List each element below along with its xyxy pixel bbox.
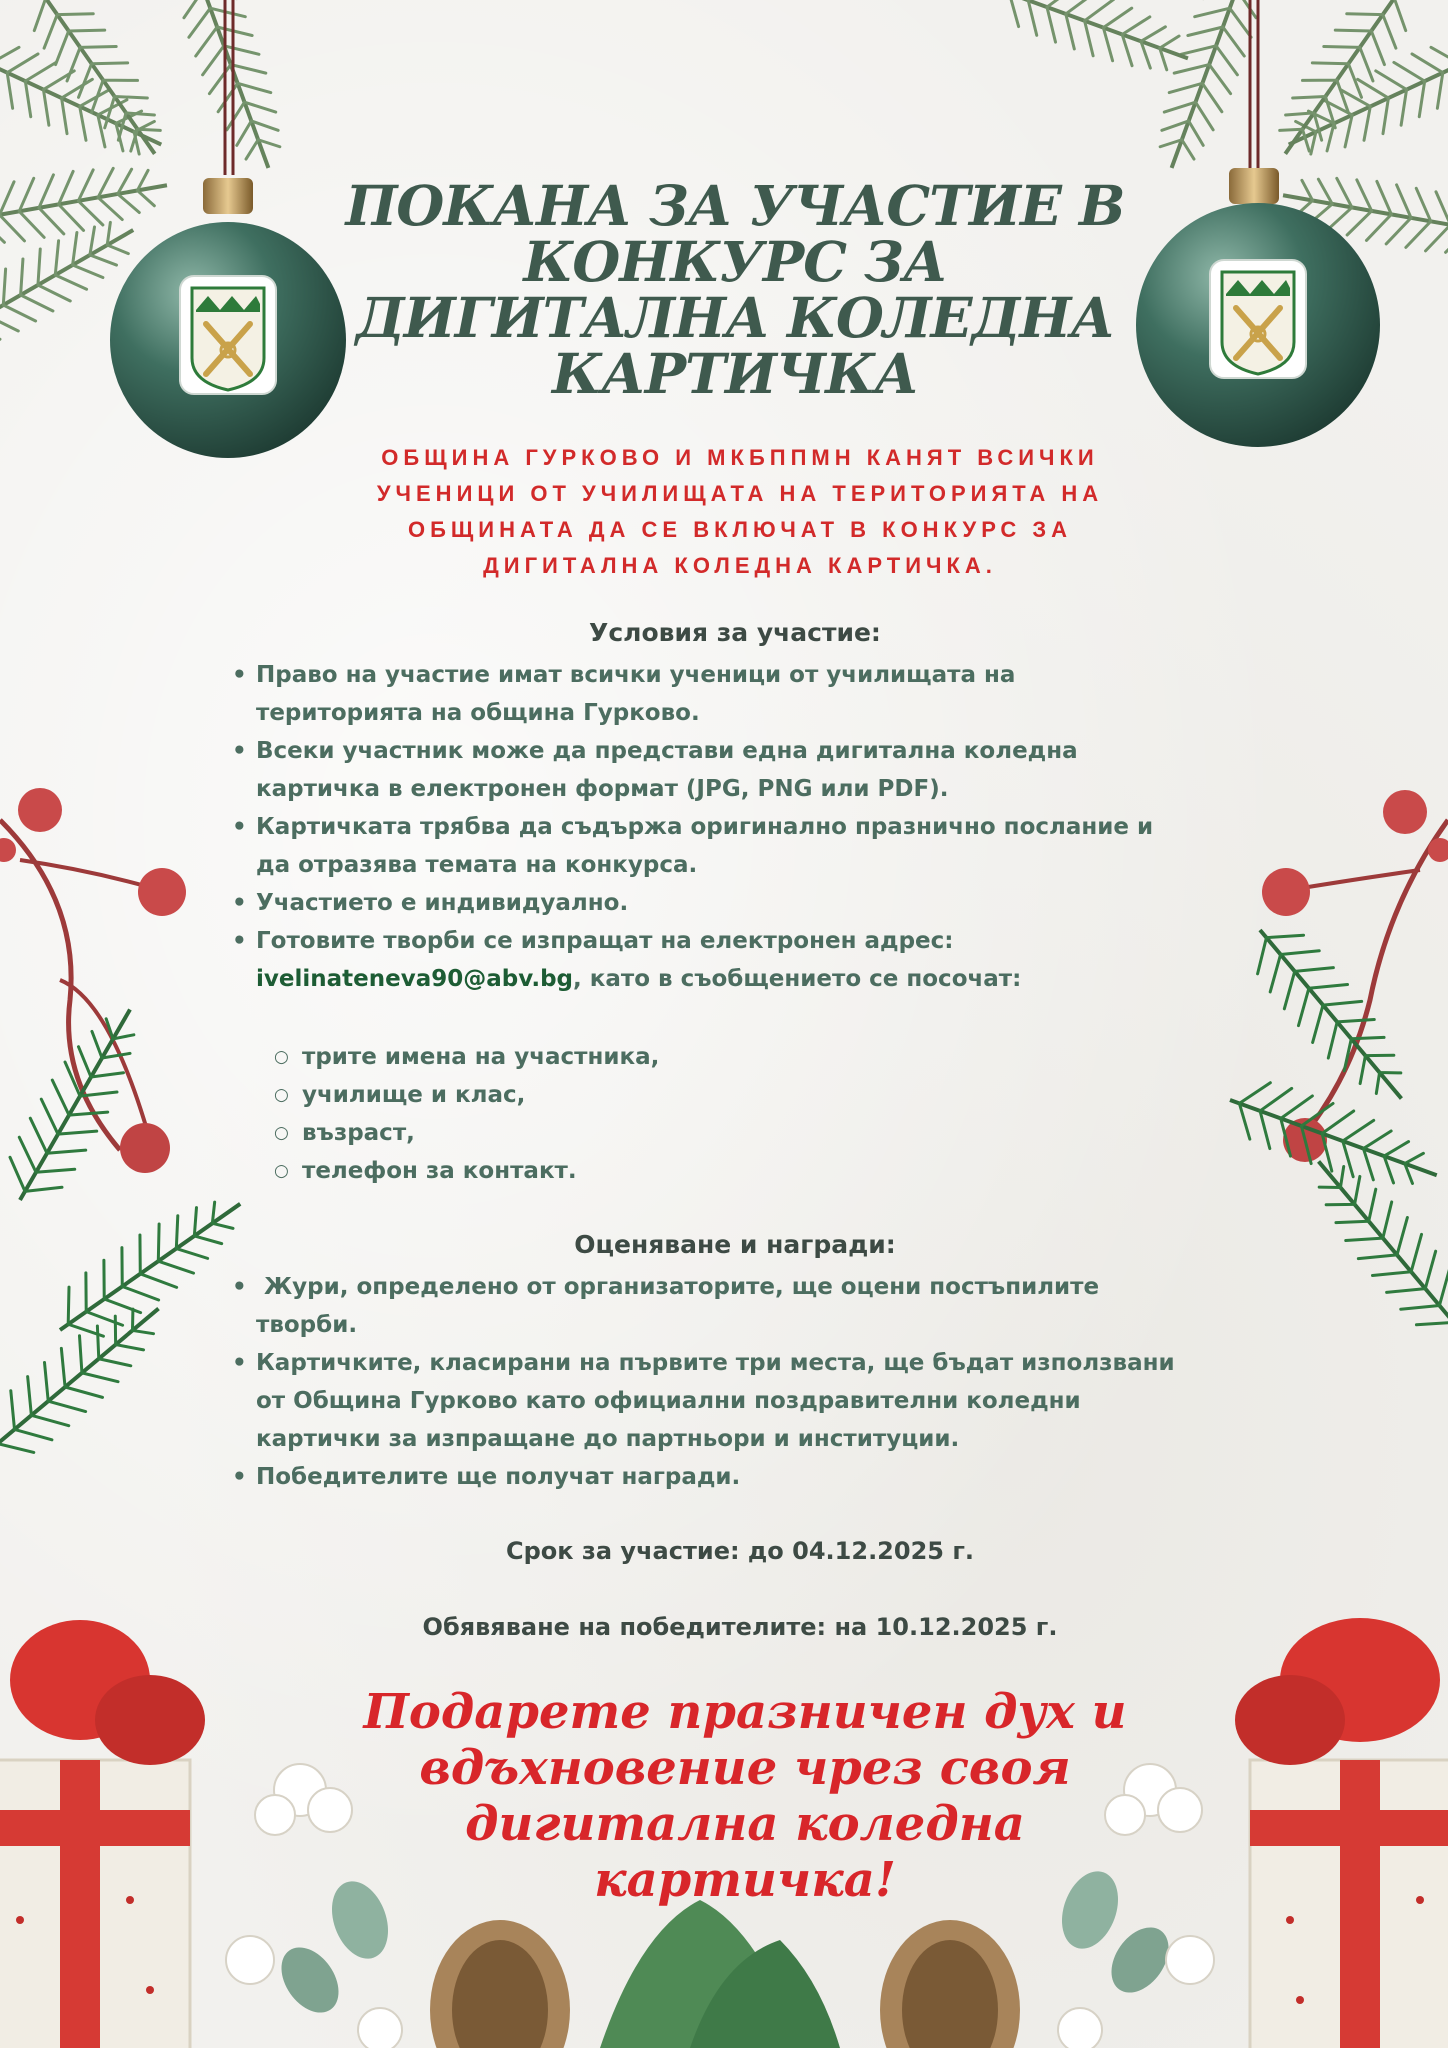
- list-item: • Картичките, класирани на първите три места, ще бъдат използвани от Община Гурково като официални поздравителни коледни картички за изпращане до партньори и институции.: [228, 1344, 1328, 1458]
- list-item: • Картичката трябва да съдържа оригинално празнично послание и да отразява темата на конкурса.: [228, 808, 1308, 884]
- evaluation-heading: Оценяване и награди:: [574, 1230, 896, 1259]
- intro-text: [300, 440, 1180, 584]
- closing-line: вдъхновение чрез своя: [419, 1740, 1071, 1796]
- left-gift: [0, 1620, 205, 2048]
- intro-line: ДИГИТАЛНА КОЛЕДНА КАРТИЧКА.: [483, 553, 997, 578]
- submission-item: • Готовите творби се изпращат на електронен адрес: ivelinateneva90@abv.bg, като в съобщението се посочат:: [228, 922, 1308, 998]
- closing-line: дигитална коледна картичка!: [465, 1796, 1025, 1908]
- title-line: КОНКУРС ЗА: [523, 229, 947, 294]
- list-item: • Всеки участник може да представи една дигитална коледна картичка в електронен формат (JPG, PNG или PDF).: [228, 732, 1308, 808]
- deadline-text: Срок за участие: до 04.12.2025 г.: [506, 1537, 974, 1565]
- list-item: • Жури, определено от организаторите, ще оцени постъпилите творби.: [228, 1268, 1328, 1344]
- title-line: ДИГИТАЛНА КОЛЕДНА: [355, 285, 1115, 350]
- intro-line: УЧЕНИЦИ ОТ УЧИЛИЩАТА НА ТЕРИТОРИЯТА НА: [376, 481, 1104, 506]
- conditions-heading: Условия за участие:: [589, 618, 881, 647]
- evaluation-list: [228, 1268, 1328, 1496]
- conditions-list: [228, 656, 1308, 998]
- right-gift: [1235, 1618, 1448, 2048]
- sub-list-item: ○ телефон за контакт.: [274, 1152, 974, 1190]
- email-link[interactable]: ivelinateneva90@abv.bg: [256, 966, 573, 992]
- list-item: • Победителите ще получат награди.: [228, 1458, 1328, 1496]
- closing-line: Подарете празничен дух и: [363, 1684, 1127, 1740]
- page-title: [330, 173, 1140, 406]
- list-item: • Право на участие имат всички ученици от училищата на територията на община Гурково.: [228, 656, 1308, 732]
- intro-line: ОБЩИНА ГУРКОВО И МКБППМН КАНЯТ ВСИЧКИ: [381, 445, 1099, 470]
- sub-list-item: ○ възраст,: [274, 1114, 974, 1152]
- title-line: КАРТИЧКА: [551, 341, 919, 406]
- announcement-text: Обявяване на победителите: на 10.12.2025 г.: [422, 1613, 1058, 1641]
- right-ornament: [1136, 0, 1380, 447]
- closing-message: [340, 1684, 1150, 1908]
- sub-list-item: ○ училище и клас,: [274, 1076, 974, 1114]
- required-info-list: [274, 1038, 974, 1190]
- title-line: ПОКАНА ЗА УЧАСТИЕ В: [345, 173, 1125, 238]
- sub-list-item: ○ трите имена на участника,: [274, 1038, 974, 1076]
- intro-line: ОБЩИНАТА ДА СЕ ВКЛЮЧАТ В КОНКУРС ЗА: [407, 517, 1073, 542]
- list-item: • Участието е индивидуално.: [228, 884, 1308, 922]
